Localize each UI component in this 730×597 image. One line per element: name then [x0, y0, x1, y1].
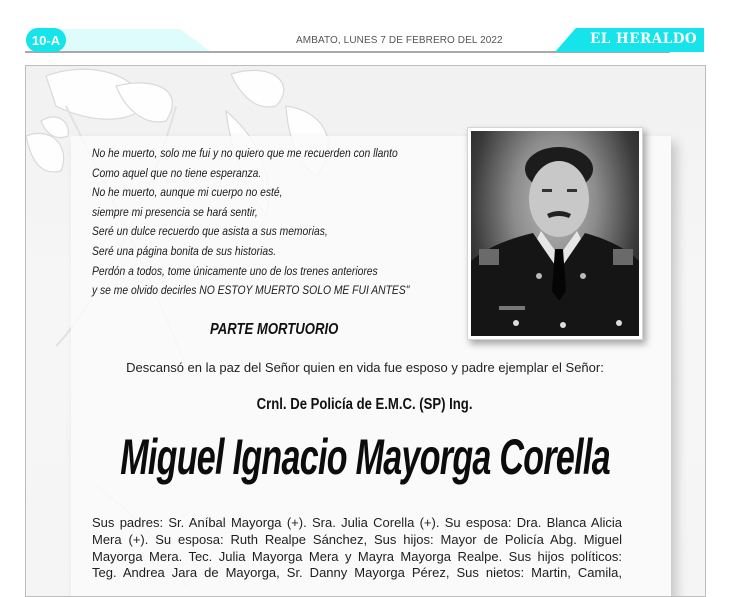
dateline: AMBATO, LUNES 7 DE FEBRERO DEL 2022: [296, 35, 503, 46]
portrait-frame: [467, 127, 643, 340]
poem-line: No he muerto, aunque mi cuerpo no esté,: [92, 185, 283, 200]
poem: [92, 144, 410, 301]
poem-line: Seré un dulce recuerdo que asista a sus memorias,: [92, 224, 328, 239]
poem-line: Perdón a todos, tome únicamente uno de los trenes anteriores: [92, 263, 378, 278]
deceased-name: [0, 428, 730, 486]
poem-line: y se me olvido decirles NO ESTOY MUERTO SOLO ME FUI ANTES": [92, 283, 410, 298]
page-number-badge: 10-A: [26, 28, 66, 52]
portrait-silhouette-icon: [471, 131, 639, 336]
family-line: Mera (+). Su esposa: Ruth Realpe Sánchez, Sus hijos: Mayor de Policía Abg. Miguel: [92, 531, 622, 547]
section-title: PARTE MORTUORIO: [210, 321, 339, 338]
intro-text: Descansó en la paz del Señor quien en vida fue esposo y padre ejemplar el Señor:: [126, 360, 604, 375]
rank-title: [0, 396, 730, 414]
deceased-name-text: Miguel Ignacio Mayorga Corella: [120, 429, 610, 485]
poem-line: Seré una página bonita de sus historias.: [92, 243, 277, 258]
family-line: Sus padres: Sr. Aníbal Mayorga (+). Sra. Julia Corella (+). Su esposa: Dra. Blanca Alicia: [92, 515, 622, 530]
portrait-photo: [471, 131, 639, 336]
rank-title-text: Crnl. De Policía de E.M.C. (SP) Ing.: [257, 396, 473, 413]
newspaper-brand: EL HERALDO: [590, 31, 698, 47]
family-listing: [92, 515, 622, 582]
family-line: Mayorga Mera. Tec. Julia Mayorga Mera y Mayra Mayorga Realpe. Sus hijos políticos:: [92, 548, 622, 564]
family-line: Teg. Andrea Jara de Mayorga, Sr. Danny Mayorga Pérez, Sus nietos: Martin, Camila,: [92, 565, 622, 581]
poem-line: Como aquel que no tiene esperanza.: [92, 165, 262, 180]
header-accent-band: [60, 29, 210, 51]
poem-line: siempre mi presencia se hará sentir,: [92, 204, 258, 219]
poem-line: No he muerto, solo me fui y no quiero que me recuerden con llanto: [92, 146, 398, 160]
